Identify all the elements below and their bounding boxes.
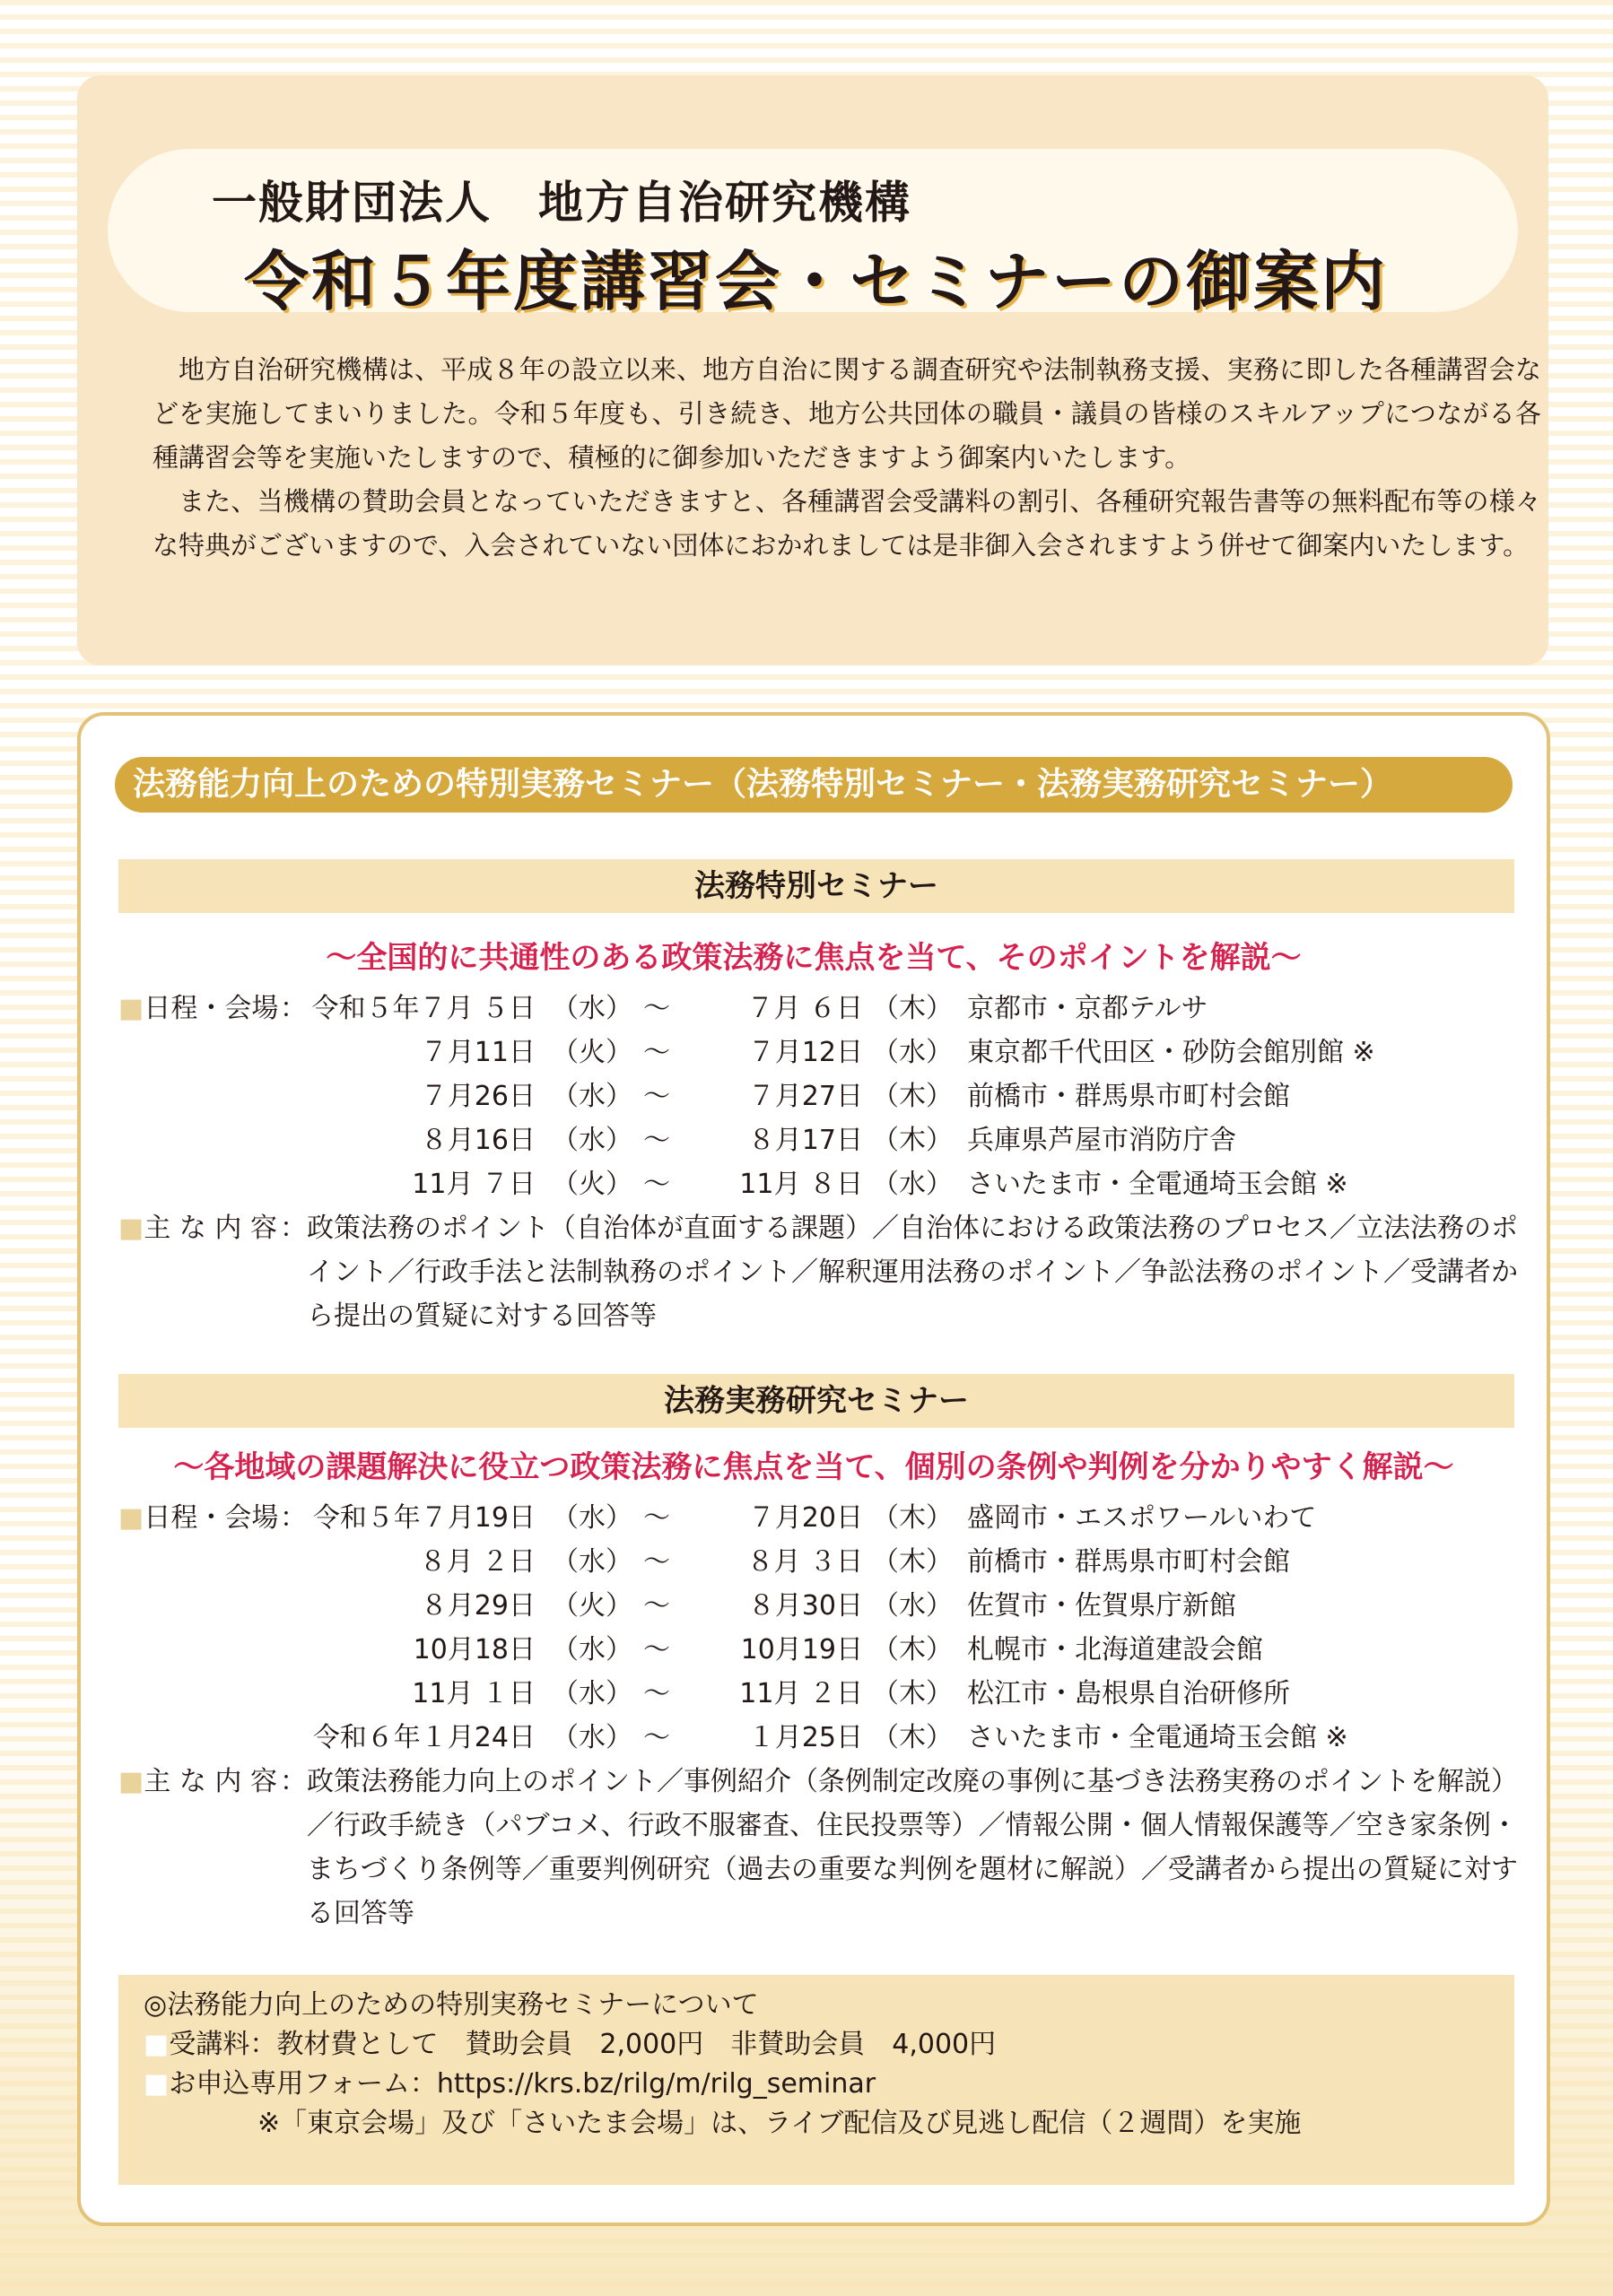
tilde: 〜 bbox=[643, 1169, 670, 1200]
venue: 京都市・京都テルサ bbox=[967, 993, 1208, 1024]
end-date: 11月 ２日 bbox=[739, 1678, 863, 1709]
end-date: ７月20日 bbox=[747, 1502, 863, 1534]
venue: 前橋市・群馬県市町村会館 bbox=[967, 1546, 1290, 1578]
schedule-row bbox=[118, 1716, 1518, 1760]
seminar-schedule bbox=[118, 1496, 1518, 1935]
end-date: ８月 ３日 bbox=[746, 1546, 863, 1578]
seminar-content: 政策法務能力向上のポイント／事例紹介（条例制定改廃の事例に基づき法務実務のポイントを解説）／行政手続き（パブコメ、行政不服審査、住民投票等）／情報公開・個人情報保護等／空き家条例・まちづくり条例等／重要判例研究（過去の重要な判例を題材に解説）／受講者から提出の質疑に対する回答等 bbox=[307, 1766, 1518, 1929]
content-label: ■主 な 内 容 bbox=[118, 1213, 277, 1244]
end-date: ８月30日 bbox=[747, 1590, 863, 1622]
start-date: 11月 ７日 bbox=[412, 1169, 536, 1200]
end-weekday: （水） bbox=[872, 1169, 953, 1200]
seminar-content: 政策法務のポイント（自治体が直面する課題）／自治体における政策法務のプロセス／立法法務のポイント／行政手法と法制執務のポイント／解釈運用法務のポイント／争訟法務のポイント／受講者から提出の質疑に対する回答等 bbox=[307, 1213, 1518, 1332]
colon: ： bbox=[280, 1766, 307, 1797]
end-date: ８月17日 bbox=[747, 1125, 863, 1156]
schedule-row bbox=[118, 1628, 1518, 1672]
fee-line: ■受講料：教材費として 賛助会員 2,000円 非賛助会員 4,000円 bbox=[144, 2029, 997, 2060]
seminar-box bbox=[77, 712, 1550, 2226]
org-title: 一般財団法人 地方自治研究機構 bbox=[212, 177, 911, 229]
venue: さいたま市・全電通埼玉会館 ※ bbox=[967, 1722, 1348, 1753]
content-row bbox=[118, 1206, 1518, 1338]
tilde: 〜 bbox=[643, 1125, 670, 1156]
end-weekday: （木） bbox=[872, 1722, 953, 1753]
tilde: 〜 bbox=[643, 1722, 670, 1753]
start-date: ８月29日 bbox=[420, 1590, 536, 1622]
tilde: 〜 bbox=[643, 993, 670, 1024]
end-weekday: （水） bbox=[872, 1037, 953, 1068]
end-date: ７月12日 bbox=[747, 1037, 863, 1068]
colon: ： bbox=[280, 993, 307, 1024]
venue: 松江市・島根県自治研修所 bbox=[967, 1678, 1290, 1709]
venue: 東京都千代田区・砂防会館別館 ※ bbox=[967, 1037, 1375, 1068]
venue: 札幌市・北海道建設会館 bbox=[967, 1634, 1263, 1665]
seminar-tagline: 〜全国的に共通性のある政策法務に焦点を当て、そのポイントを解説〜 bbox=[326, 940, 1302, 976]
start-weekday: （火） bbox=[552, 1169, 632, 1200]
start-date: ８月16日 bbox=[420, 1125, 536, 1156]
end-date: ７月27日 bbox=[747, 1081, 863, 1112]
schedule-row bbox=[118, 1162, 1518, 1206]
section-header: 法務能力向上のための特別実務セミナー（法務特別セミナー・法務実務研究セミナー） bbox=[115, 757, 1513, 813]
schedule-row bbox=[118, 1584, 1518, 1628]
end-weekday: （木） bbox=[872, 1546, 953, 1578]
schedule-row bbox=[118, 1031, 1518, 1074]
tilde: 〜 bbox=[643, 1081, 670, 1112]
start-date: 11月 １日 bbox=[412, 1678, 536, 1709]
tilde: 〜 bbox=[643, 1634, 670, 1665]
end-weekday: （木） bbox=[872, 1634, 953, 1665]
colon: ： bbox=[280, 1213, 307, 1244]
seminar-tagline: 〜各地域の課題解決に役立つ政策法務に焦点を当て、個別の条例や判例を分かりやすく解説〜 bbox=[173, 1449, 1454, 1485]
intro-paragraph: また、当機構の賛助会員となっていただきますと、各種講習会受講料の割引、各種研究報告書等の無料配布等の様々な特典がございますので、入会されていない団体におかれましては是非御入会されますよう併せて御案内いたします。 bbox=[153, 486, 1541, 561]
venue: 佐賀市・佐賀県庁新館 bbox=[967, 1590, 1236, 1622]
seminar-title: 法務実務研究セミナー bbox=[118, 1374, 1514, 1428]
start-weekday: （水） bbox=[552, 1722, 632, 1753]
start-weekday: （水） bbox=[552, 1634, 632, 1665]
schedule-row bbox=[118, 1074, 1518, 1118]
start-date: 令和６年１月24日 bbox=[312, 1722, 536, 1753]
start-weekday: （水） bbox=[552, 1502, 632, 1534]
tilde: 〜 bbox=[643, 1678, 670, 1709]
start-date: 令和５年７月 ５日 bbox=[311, 993, 536, 1024]
end-weekday: （木） bbox=[872, 993, 953, 1024]
schedule-row bbox=[118, 1496, 1518, 1540]
start-weekday: （火） bbox=[552, 1037, 632, 1068]
start-date: 令和５年７月19日 bbox=[312, 1502, 536, 1534]
schedule-label: ■日程・会場 bbox=[118, 993, 279, 1024]
schedule-row bbox=[118, 1672, 1518, 1716]
venue: さいたま市・全電通埼玉会館 ※ bbox=[967, 1169, 1348, 1200]
schedule-row bbox=[118, 1540, 1518, 1584]
start-weekday: （水） bbox=[552, 1125, 632, 1156]
start-weekday: （水） bbox=[552, 1678, 632, 1709]
tilde: 〜 bbox=[643, 1546, 670, 1578]
start-date: ７月26日 bbox=[420, 1081, 536, 1112]
seminar-title: 法務特別セミナー bbox=[118, 859, 1514, 913]
page-title: 令和５年度講習会・セミナーの御案内 bbox=[244, 244, 1389, 319]
start-date: ７月11日 bbox=[420, 1037, 536, 1068]
schedule-label: ■日程・会場 bbox=[118, 1502, 279, 1534]
start-weekday: （水） bbox=[552, 1546, 632, 1578]
venue: 盛岡市・エスポワールいわて bbox=[967, 1502, 1317, 1534]
end-weekday: （木） bbox=[872, 1502, 953, 1534]
delivery-note: ※「東京会場」及び「さいたま会場」は、ライブ配信及び見逃し配信（２週間）を実施 bbox=[257, 2108, 1302, 2139]
start-weekday: （水） bbox=[552, 1081, 632, 1112]
intro-text bbox=[153, 348, 1541, 568]
start-date: 10月18日 bbox=[413, 1634, 536, 1665]
venue: 兵庫県芦屋市消防庁舎 bbox=[967, 1125, 1236, 1156]
schedule-row bbox=[118, 987, 1518, 1031]
tilde: 〜 bbox=[643, 1502, 670, 1534]
tilde: 〜 bbox=[643, 1590, 670, 1622]
end-weekday: （木） bbox=[872, 1678, 953, 1709]
end-weekday: （木） bbox=[872, 1081, 953, 1112]
end-weekday: （水） bbox=[872, 1590, 953, 1622]
end-date: １月25日 bbox=[747, 1722, 863, 1753]
schedule-row bbox=[118, 1118, 1518, 1162]
end-date: 11月 ８日 bbox=[739, 1169, 863, 1200]
info-heading: ◎法務能力向上のための特別実務セミナーについて bbox=[144, 1989, 759, 2021]
end-date: 10月19日 bbox=[740, 1634, 863, 1665]
start-weekday: （水） bbox=[552, 993, 632, 1024]
end-date: ７月 ６日 bbox=[746, 993, 863, 1024]
tilde: 〜 bbox=[643, 1037, 670, 1068]
venue: 前橋市・群馬県市町村会館 bbox=[967, 1081, 1290, 1112]
seminar-schedule bbox=[118, 987, 1518, 1338]
info-box bbox=[118, 1975, 1514, 2185]
start-date: ８月 ２日 bbox=[419, 1546, 536, 1578]
start-weekday: （火） bbox=[552, 1590, 632, 1622]
end-weekday: （木） bbox=[872, 1125, 953, 1156]
intro-paragraph: 地方自治研究機構は、平成８年の設立以来、地方自治に関する調査研究や法制執務支援、実務に即した各種講習会などを実施してまいりました。令和５年度も、引き続き、地方公共団体の職員・議員の皆様のスキルアップにつながる各種講習会等を実施いたしますので、積極的に御参加いただきますよう御案内いたします。 bbox=[153, 354, 1541, 473]
intro-box bbox=[77, 75, 1548, 665]
content-row bbox=[118, 1760, 1518, 1935]
colon: ： bbox=[280, 1502, 307, 1534]
form-line: ■お申込専用フォーム：https://krs.bz/rilg/m/rilg_seminar bbox=[144, 2068, 876, 2100]
content-label: ■主 な 内 容 bbox=[118, 1766, 277, 1797]
